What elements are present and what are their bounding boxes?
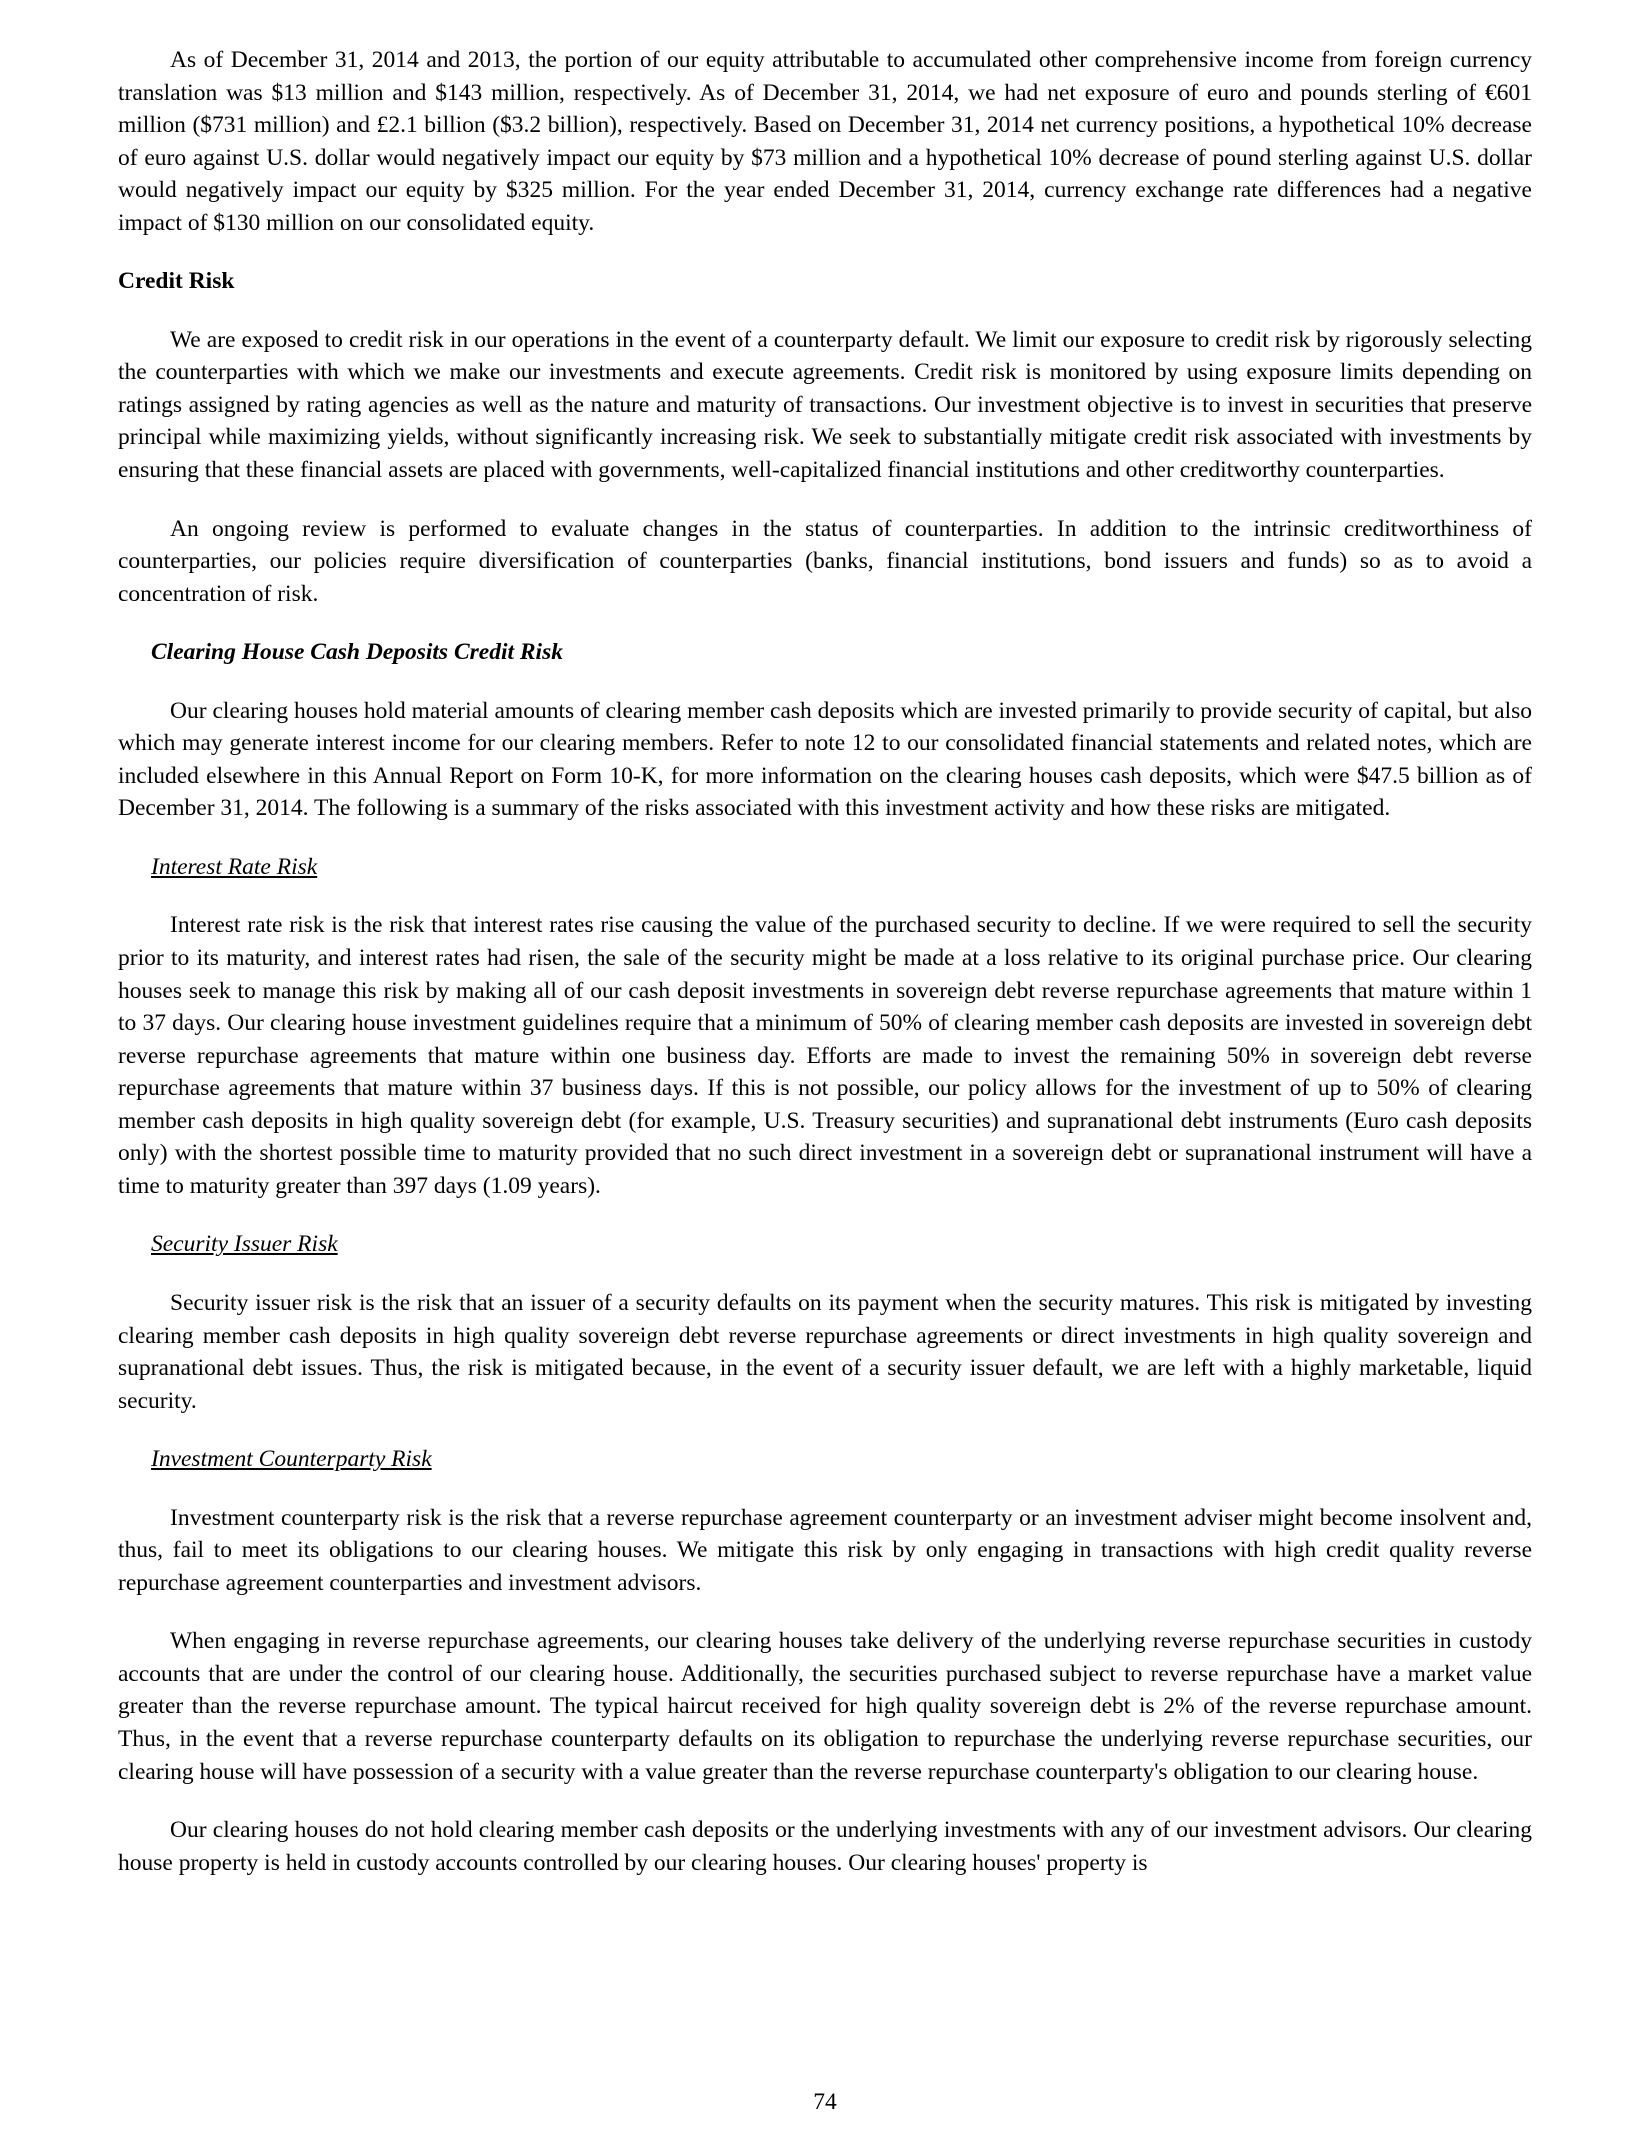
heading-interest-rate-risk-text: Interest Rate Risk xyxy=(151,853,318,880)
heading-security-issuer-risk xyxy=(118,1228,1532,1261)
paragraph-investment-counterparty-risk-1: Investment counterparty risk is the risk that a reverse repurchase agreement counterparty or an investment adviser might become insolvent and, thus, fail to meet its obligations to our clearing houses. We mitigate this risk by only engaging in transactions with high credit quality reverse repurchase agreement counterparties and investment advisors. xyxy=(118,1504,1532,1596)
page-number: 74 xyxy=(813,2089,837,2115)
paragraph-investment-counterparty-risk-2: When engaging in reverse repurchase agreements, our clearing houses take delivery of the underlying reverse repurchase securities in custody accounts that are under the control of our clearing house. Additionally, the securities purchased subject to reverse repurchase have a market value greater than the reverse repurchase amount. The typical haircut received for high quality sovereign debt is 2% of the reverse repurchase amount. Thus, in the event that a reverse repurchase counterparty defaults on its obligation to repurchase the underlying reverse repurchase securities, our clearing house will have possession of a security with a value greater than the reverse repurchase counterparty's obligation to our clearing house. xyxy=(118,1628,1532,1785)
paragraph-investment-counterparty-risk-3: Our clearing houses do not hold clearing member cash deposits or the underlying investments with any of our investment advisors. Our clearing house property is held in custody accounts controlled by our clearing houses. Our clearing houses' property is xyxy=(118,1817,1532,1876)
heading-clearing-house-cash-deposits: Clearing House Cash Deposits Credit Risk xyxy=(151,639,563,666)
paragraph-security-issuer-risk-1: Security issuer risk is the risk that an issuer of a security defaults on its payment when the security matures. This risk is mitigated by investing clearing member cash deposits in high quality sovereign debt reverse repurchase agreements or direct investments in high quality sovereign and supranational debt issues. Thus, the risk is mitigated because, in the event of a security issuer default, we are left with a highly marketable, liquid security. xyxy=(118,1289,1532,1414)
heading-investment-counterparty-risk xyxy=(118,1443,1532,1476)
paragraph-credit-risk-2: An ongoing review is performed to evaluate changes in the status of counterparties. In addition to the intrinsic creditworthiness of counterparties, our policies require diversification of counterparties (banks, financial institutions, bond issuers and funds) so as to avoid a concentration of risk. xyxy=(118,515,1532,607)
paragraph-clearing-house-1: Our clearing houses hold material amounts of clearing member cash deposits which are invested primarily to provide security of capital, but also which may generate interest income for our clearing members. Refer to note 12 to our consolidated financial statements and related notes, which are included elsewhere in this Annual Report on Form 10-K, for more information on the clearing houses cash deposits, which were $47.5 billion as of December 31, 2014. The following is a summary of the risks associated with this investment activity and how these risks are mitigated. xyxy=(118,697,1532,822)
heading-security-issuer-risk-text: Security Issuer Risk xyxy=(151,1231,338,1258)
paragraph-interest-rate-risk-1: Interest rate risk is the risk that interest rates rise causing the value of the purchased security to decline. If we were required to sell the security prior to its maturity, and interest rates had risen, the sale of the security might be made at a loss relative to its original purchase price. Our clearing houses seek to manage this risk by making all of our cash deposit investments in sovereign debt reverse repurchase agreements that mature within 1 to 37 days. Our clearing house investment guidelines require that a minimum of 50% of clearing member cash deposits are invested in sovereign debt reverse repurchase agreements that mature within one business day. Efforts are made to invest the remaining 50% in sovereign debt reverse repurchase agreements that mature within 37 business days. If this is not possible, our policy allows for the investment of up to 50% of clearing member cash deposits in high quality sovereign debt (for example, U.S. Treasury securities) and supranational debt instruments (Euro cash deposits only) with the shortest possible time to maturity provided that no such direct investment in a sovereign debt or supranational instrument will have a time to maturity greater than 397 days (1.09 years). xyxy=(118,912,1532,1199)
paragraph-currency-exposure: As of December 31, 2014 and 2013, the portion of our equity attributable to accumulated other comprehensive income from foreign currency translation was $13 million and $143 million, respectively. As of December 31, 2014, we had net exposure of euro and pounds sterling of €601 million ($731 million) and £2.1 billion ($3.2 billion), respectively. Based on December 31, 2014 net currency positions, a hypothetical 10% decrease of euro against U.S. dollar would negatively impact our equity by $73 million and a hypothetical 10% decrease of pound sterling against U.S. dollar would negatively impact our equity by $325 million. For the year ended December 31, 2014, currency exchange rate differences had a negative impact of $130 million on our consolidated equity. xyxy=(118,47,1532,236)
heading-investment-counterparty-risk-text: Investment Counterparty Risk xyxy=(151,1446,432,1473)
paragraph-credit-risk-1: We are exposed to credit risk in our operations in the event of a counterparty default. We limit our exposure to credit risk by rigorously selecting the counterparties with which we make our investments and execute agreements. Credit risk is monitored by using exposure limits depending on ratings assigned by rating agencies as well as the nature and maturity of transactions. Our investment objective is to invest in securities that preserve principal while maximizing yields, without significantly increasing risk. We seek to substantially mitigate credit risk associated with investments by ensuring that these financial assets are placed with governments, well-capitalized financial institutions and other creditworthy counterparties. xyxy=(118,326,1532,484)
page-content xyxy=(118,44,1532,1879)
heading-interest-rate-risk xyxy=(118,851,1532,884)
heading-credit-risk: Credit Risk xyxy=(118,268,235,295)
